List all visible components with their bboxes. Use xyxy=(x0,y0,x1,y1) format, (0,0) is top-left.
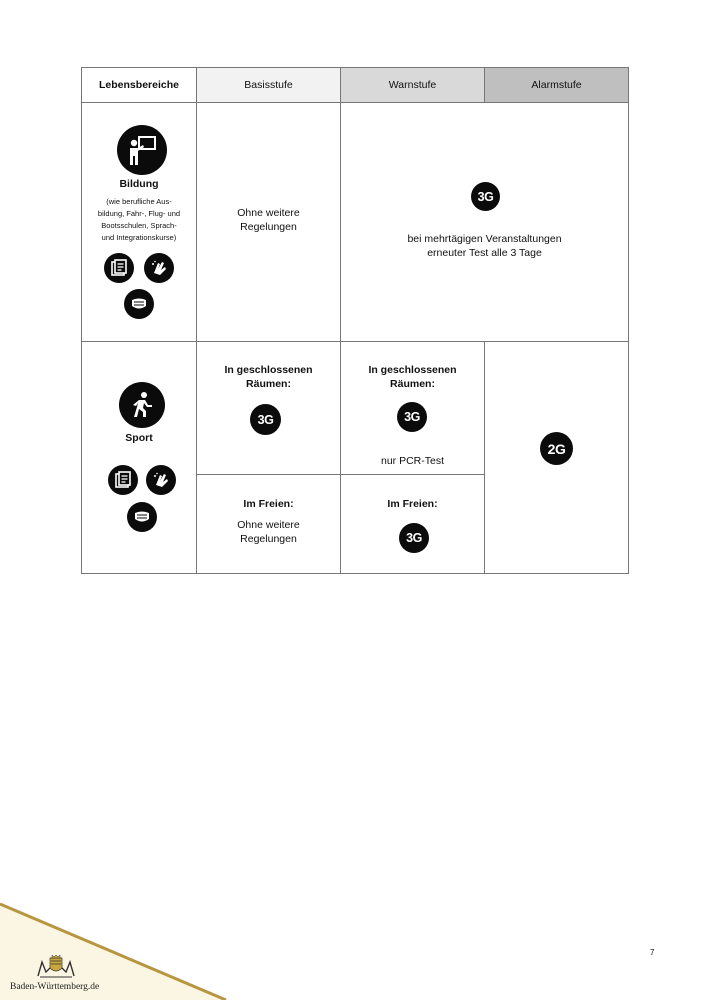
badge-3g xyxy=(250,404,281,435)
sport-basis-indoor-line-1: In geschlossenen xyxy=(224,364,313,376)
mask-icon xyxy=(124,289,154,319)
header-alarmstufe: Alarmstufe xyxy=(484,67,629,103)
bildung-subtitle-4: und Integrationskurse) xyxy=(101,233,177,242)
bildung-subtitle-2: bildung, Fahr-, Flug- und xyxy=(97,209,181,218)
sport-basis-outdoor-cell xyxy=(196,474,341,574)
bildung-category-cell xyxy=(81,102,197,342)
bildung-subtitle-1: (wie berufliche Aus- xyxy=(106,197,172,206)
teacher-icon xyxy=(117,125,167,175)
badge-3g xyxy=(397,402,427,432)
sport-basis-outdoor-title: Im Freien: xyxy=(243,498,294,510)
bildung-warn-line-1: bei mehrtägigen Veranstaltungen xyxy=(407,233,562,245)
bildung-basis-line-1: Ohne weitere xyxy=(237,207,300,219)
sport-warn-indoor-line-2: Räumen: xyxy=(390,378,435,390)
sport-basis-indoor-line-2: Räumen: xyxy=(246,378,291,390)
sport-warn-outdoor-cell xyxy=(340,474,485,574)
badge-2g xyxy=(540,432,573,465)
sport-warn-outdoor-title: Im Freien: xyxy=(387,498,438,510)
bildung-warn-alarm-cell xyxy=(340,102,629,342)
page-number: 7 xyxy=(650,948,655,957)
badge-label: 3G xyxy=(404,410,420,424)
badge-label: 2G xyxy=(547,440,566,457)
document-icon xyxy=(108,465,138,495)
header-warnstufe: Warnstufe xyxy=(340,67,485,103)
running-person-icon xyxy=(119,382,165,428)
sport-basis-outdoor-line-2: Regelungen xyxy=(240,533,297,545)
sport-basis-indoor-cell xyxy=(196,341,341,475)
header-lebensbereiche: Lebensbereiche xyxy=(81,67,197,103)
sport-warn-indoor-note: nur PCR-Test xyxy=(380,455,444,467)
sport-title: Sport xyxy=(125,432,153,444)
bildung-title: Bildung xyxy=(119,178,159,190)
coat-of-arms-logo xyxy=(36,954,76,980)
sport-basis-outdoor-line-1: Ohne weitere xyxy=(237,519,300,531)
hand-wash-icon xyxy=(144,253,174,283)
badge-label: 3G xyxy=(406,531,422,545)
badge-3g xyxy=(399,523,429,553)
document-icon xyxy=(104,253,134,283)
sport-alarm-cell xyxy=(484,341,629,574)
bildung-warn-line-2: erneuter Test alle 3 Tage xyxy=(427,247,542,259)
sport-category-cell xyxy=(81,341,197,574)
bildung-basis-cell xyxy=(196,102,341,342)
badge-label: 3G xyxy=(477,189,494,204)
badge-3g xyxy=(471,182,500,211)
hand-wash-icon xyxy=(146,465,176,495)
badge-label: 3G xyxy=(257,412,274,427)
bildung-subtitle-3: Bootsschulen, Sprach- xyxy=(101,221,177,230)
logo-text: Baden-Württemberg.de xyxy=(10,982,100,992)
bildung-basis-line-2: Regelungen xyxy=(240,221,297,233)
sport-warn-indoor-cell xyxy=(340,341,485,475)
header-basisstufe: Basisstufe xyxy=(196,67,341,103)
sport-warn-indoor-line-1: In geschlossenen xyxy=(368,364,457,376)
mask-icon xyxy=(127,502,157,532)
